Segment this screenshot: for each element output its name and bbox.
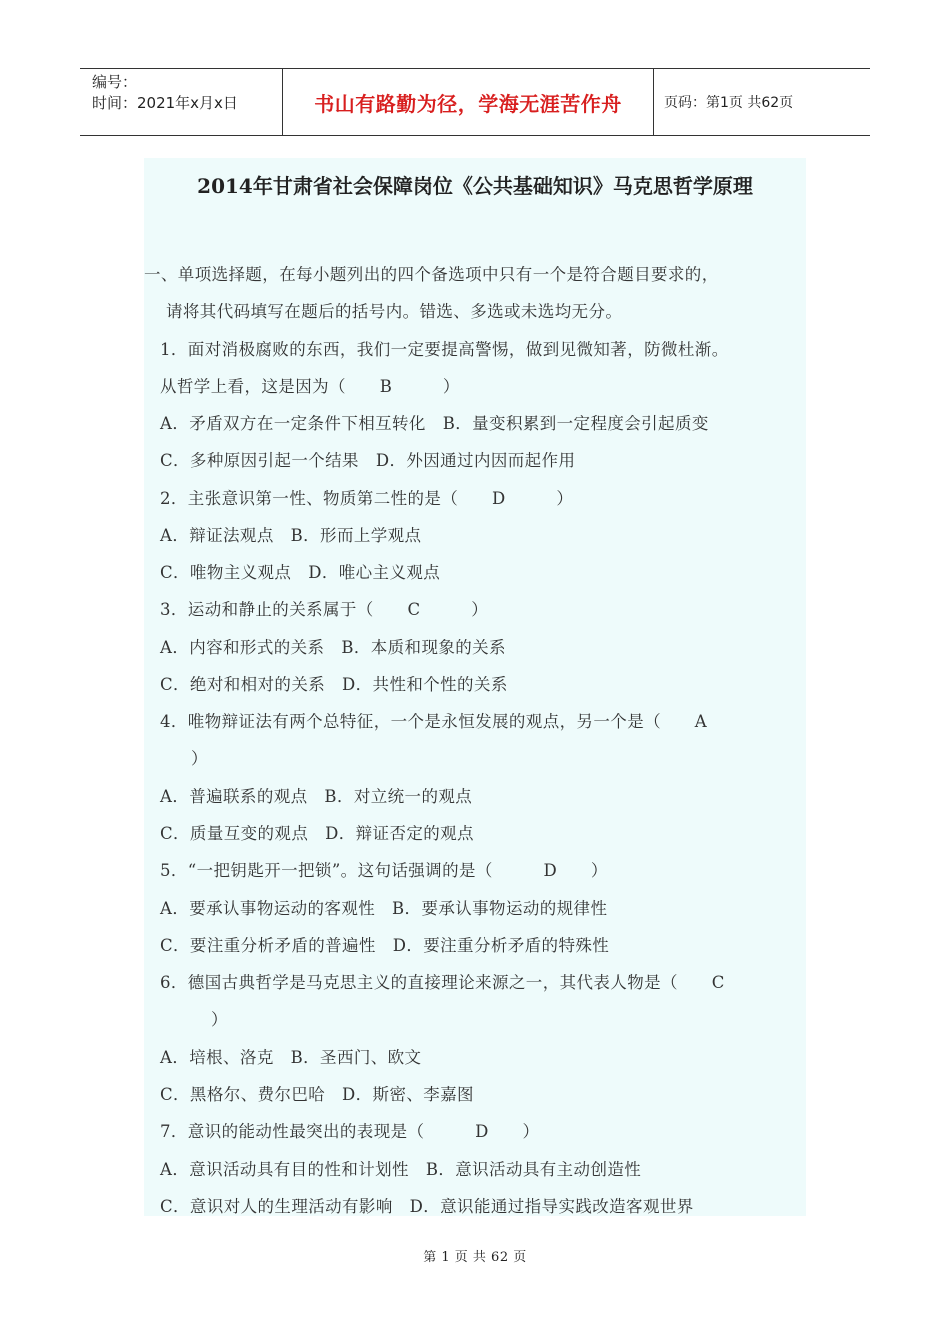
option-line: C．绝对和相对的关系 D．共性和个性的关系 (160, 675, 508, 694)
page-info-text: 页码：第1页 共62页 (664, 95, 794, 111)
option-line: C．质量互变的观点 D．辩证否定的观点 (160, 824, 474, 843)
option-line: C．黑格尔、费尔巴哈 D．斯密、李嘉图 (160, 1085, 474, 1104)
page-header (80, 68, 870, 136)
motto-text: 书山有路勤为径，学海无涯苦作舟 (314, 91, 622, 116)
option-line: A．矛盾双方在一定条件下相互转化 B．量变积累到一定程度会引起质变 (160, 414, 709, 433)
question-line: 3．运动和静止的关系属于（ C ） (160, 600, 489, 619)
question-line: 从哲学上看，这是因为（ B ） (160, 377, 460, 396)
question-line: 2．主张意识第一性、物质第二性的是（ D ） (160, 489, 574, 508)
document-body (144, 158, 806, 1216)
header-meta (80, 69, 282, 135)
question-line: 4．唯物辩证法有两个总特征，一个是永恒发展的观点，另一个是（ A (160, 712, 708, 731)
document-title: 2014年甘肃省社会保障岗位《公共基础知识》马克思哲学原理 (197, 174, 753, 198)
question-line: ） (191, 749, 208, 768)
question-line: 7．意识的能动性最突出的表现是（ D ） (160, 1122, 540, 1141)
option-line: C．意识对人的生理活动有影响 D．意识能通过指导实践改造客观世界 (160, 1197, 694, 1216)
question-line: ） (211, 1010, 228, 1029)
question-line: 6．德国古典哲学是马克思主义的直接理论来源之一，其代表人物是（ C (160, 973, 725, 992)
date-label: 时间：2021年x月x日 (92, 94, 238, 112)
page-footer: 第 1 页 共 62 页 (423, 1250, 527, 1265)
option-line: A．普遍联系的观点 B．对立统一的观点 (160, 787, 473, 806)
header-page-info (654, 69, 870, 135)
option-line: A．内容和形式的关系 B．本质和现象的关系 (160, 638, 506, 657)
option-line: C．多种原因引起一个结果 D．外因通过内因而起作用 (160, 451, 576, 470)
option-line: A．意识活动具有目的性和计划性 B．意识活动具有主动创造性 (160, 1160, 642, 1179)
instruction-line: 一、单项选择题，在每小题列出的四个备选项中只有一个是符合题目要求的， (144, 265, 719, 284)
question-line: 1．面对消极腐败的东西，我们一定要提高警惕，做到见微知著，防微杜渐。 (160, 340, 729, 359)
option-line: C．唯物主义观点 D．唯心主义观点 (160, 563, 441, 582)
code-label: 编号： (92, 73, 138, 91)
option-line: A．要承认事物运动的客观性 B．要承认事物运动的规律性 (160, 899, 608, 918)
option-line: A．辩证法观点 B．形而上学观点 (160, 526, 422, 545)
instruction-line: 请将其代码填写在题后的括号内。错选、多选或未选均无分。 (166, 302, 623, 321)
option-line: C．要注重分析矛盾的普遍性 D．要注重分析矛盾的特殊性 (160, 936, 610, 955)
header-motto (282, 69, 654, 135)
option-line: A．培根、洛克 B．圣西门、欧文 (160, 1048, 422, 1067)
question-line: 5．“一把钥匙开一把锁”。这句话强调的是（ D ） (160, 861, 608, 880)
